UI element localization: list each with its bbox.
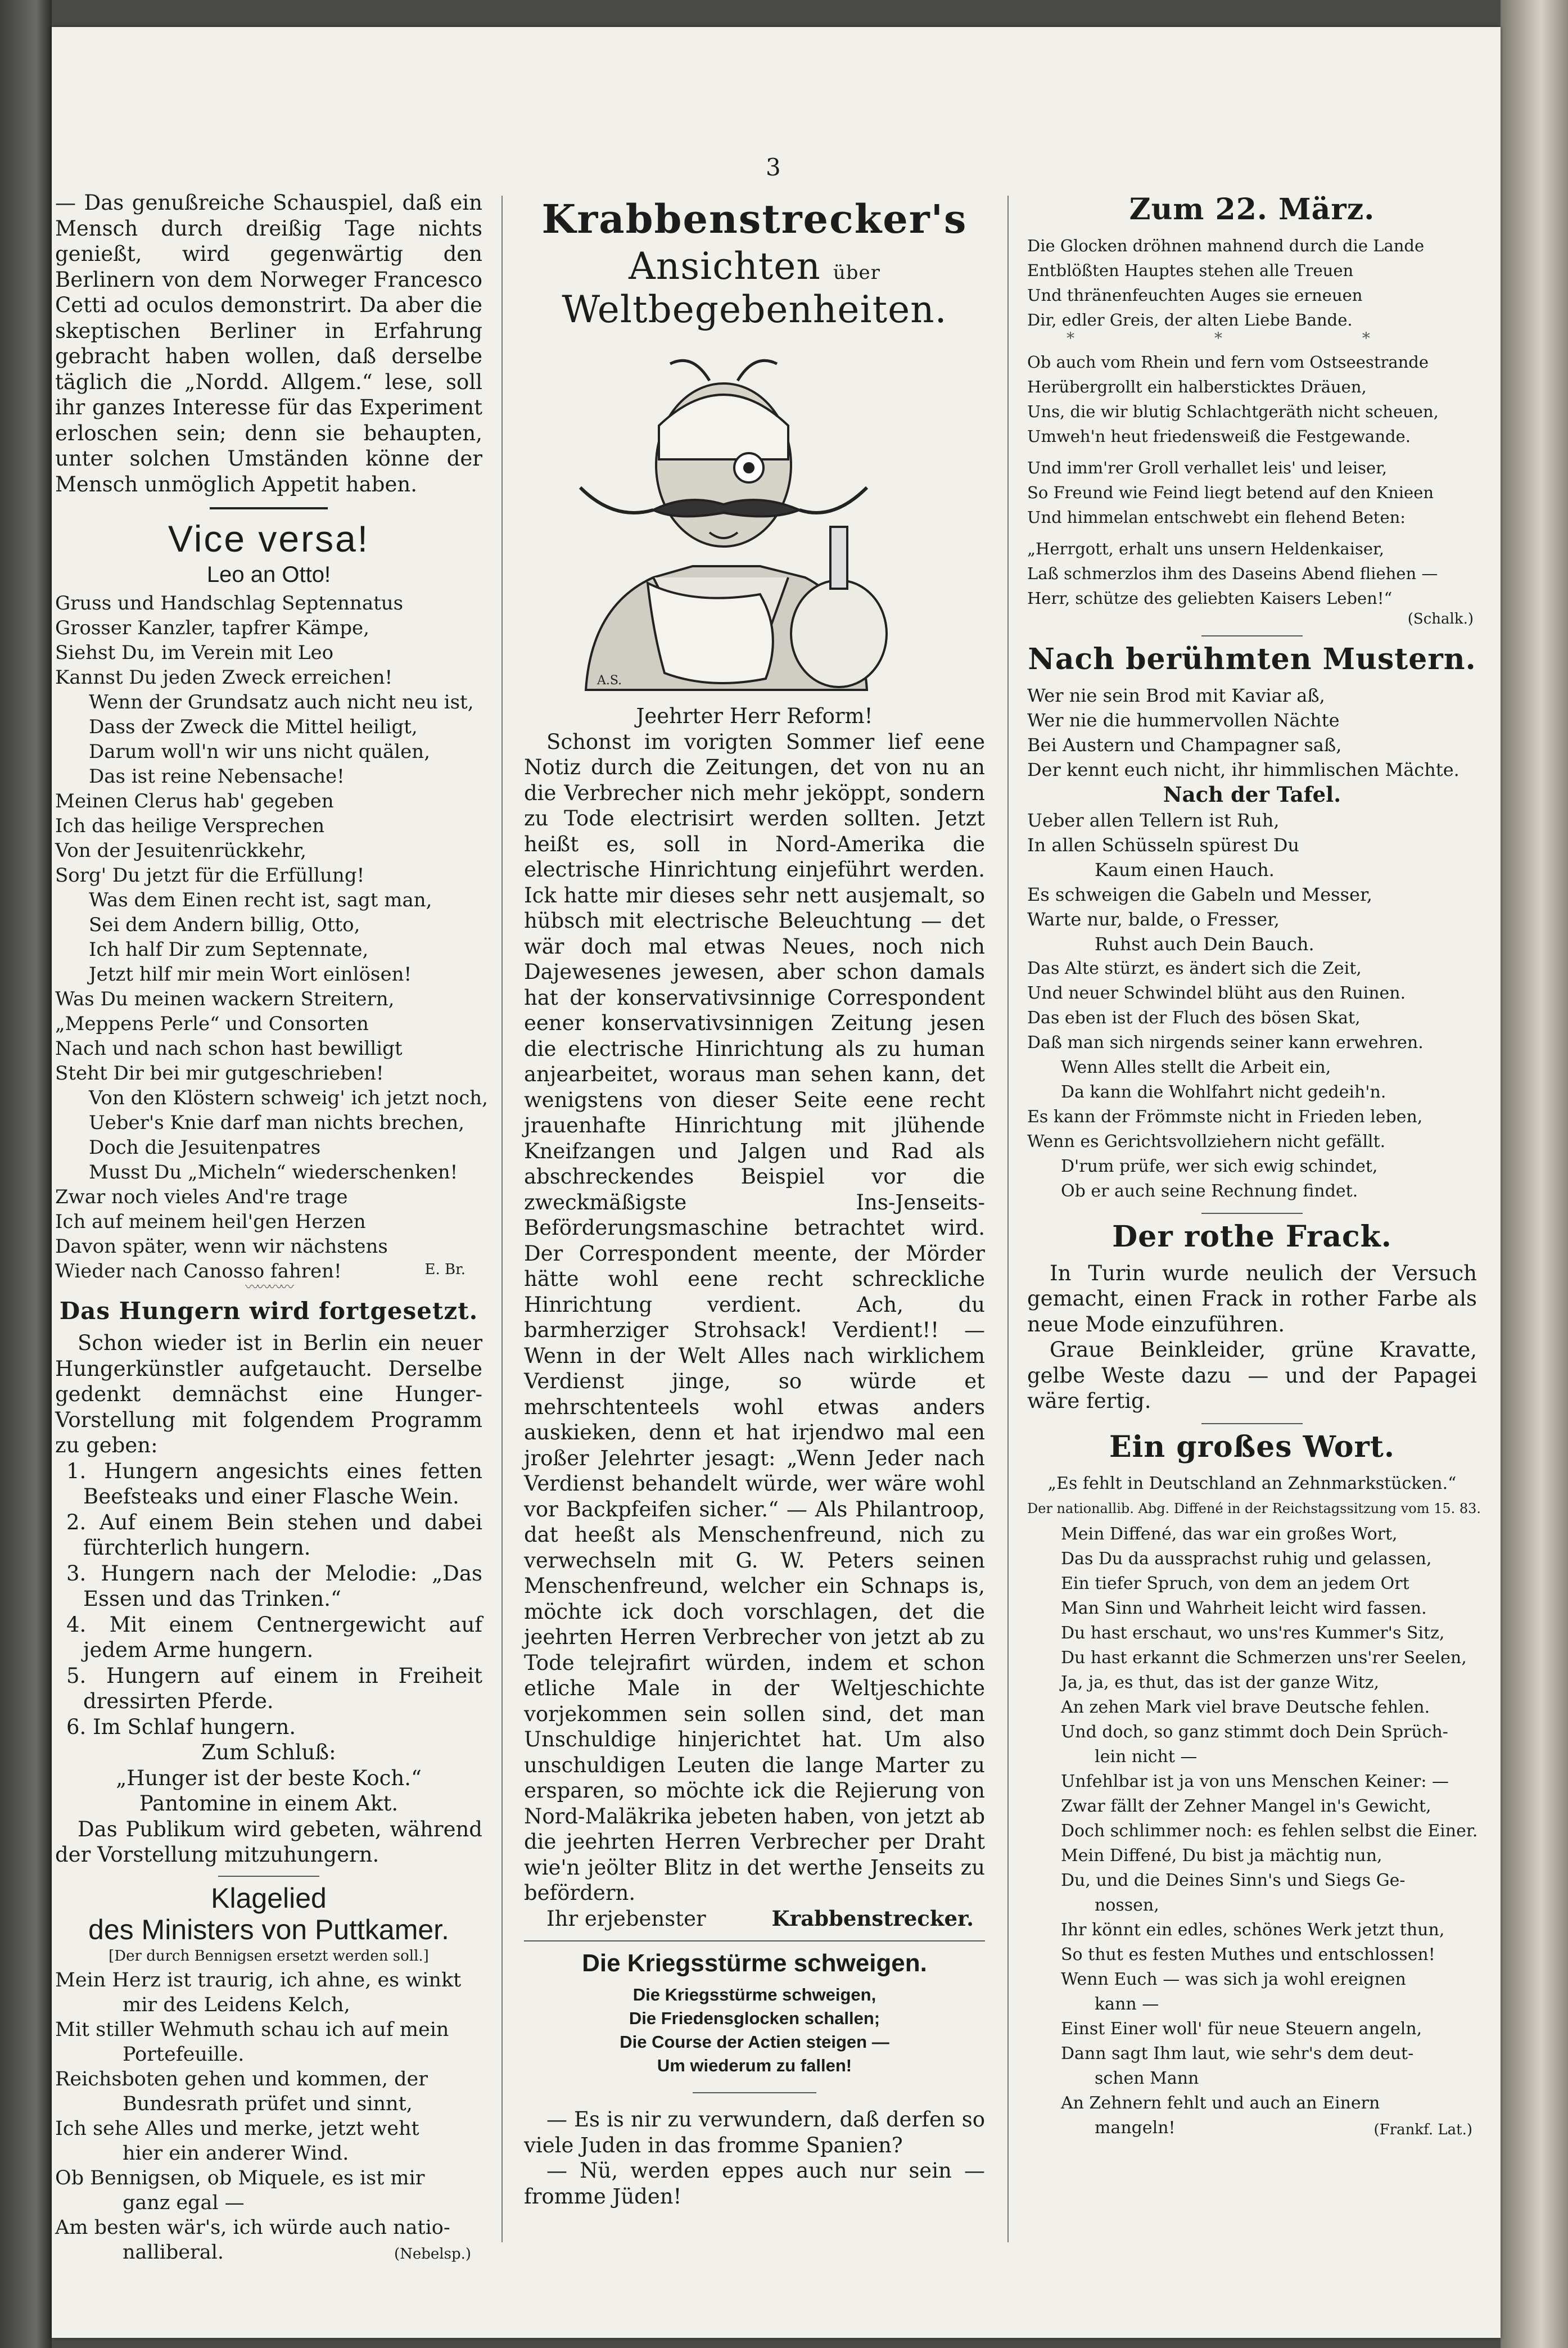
poem-line: Der kennt euch nicht, ihr himmlischen Mächte.	[1027, 759, 1459, 780]
poem-line: Man Sinn und Wahrheit leicht wird fassen.	[1061, 1598, 1427, 1618]
page-number: 3	[766, 153, 781, 181]
subhead-ansichten: Ansichten	[629, 245, 821, 288]
poem-line: Mein Diffené, Du bist ja mächtig nun,	[1061, 1845, 1382, 1866]
poem-line: Du, und die Deines Sinn's und Siegs Ge-	[1061, 1870, 1406, 1890]
subhead-weltbegebenheiten: Weltbegebenheiten.	[562, 288, 947, 331]
joke-line: — Es is nir zu verwundern, daß derfen so viele Juden in das fromme Spanien?	[524, 2107, 985, 2157]
poem-line: Musst Du „Micheln“ wiederschenken!	[89, 1161, 458, 1184]
mustern-title: Nach berühmten Mustern.	[1028, 642, 1476, 676]
section-rule	[218, 1876, 319, 1877]
poem-line: lein nicht —	[1095, 1746, 1198, 1767]
poem-line: Es schweigen die Gabeln und Messer,	[1027, 883, 1372, 905]
wort-title: Ein großes Wort.	[1109, 1429, 1395, 1464]
krabbenstrecker-masthead: Krabbenstrecker's	[541, 196, 968, 242]
section-rule	[524, 1940, 985, 1941]
poem-line: Von der Jesuitenrückkehr,	[55, 839, 306, 862]
poem-line: mir des Leidens Kelch,	[123, 1993, 350, 2016]
poem-line: Und imm'rer Groll verhallet leis' und leiser,	[1027, 458, 1388, 477]
poem-line: Du hast erschaut, wo uns'res Kummer's Sitz,	[1061, 1623, 1445, 1643]
letter-signature: Krabbenstrecker.	[771, 1906, 974, 1931]
poem-line: Die Glocken dröhnen mahnend durch die Lande	[1027, 236, 1425, 255]
poem-line: Was Du meinen wackern Streitern,	[55, 988, 395, 1010]
poem-line: Ruhst auch Dein Bauch.	[1095, 933, 1314, 955]
poem-line: nossen,	[1095, 1895, 1159, 1915]
poem-line: Einst Einer woll' für neue Steuern angeln,	[1061, 2019, 1422, 2039]
wort-quote: „Es fehlt in Deutschland an Zehnmarkstücken.“	[1047, 1473, 1457, 1493]
poem-line: Bundesrath prüfet und sinnt,	[123, 2092, 413, 2115]
frack-title: Der rothe Frack.	[1112, 1219, 1392, 1254]
klagelied-note: [Der durch Bennigsen ersetzt werden soll.]	[109, 1947, 429, 1965]
subhead-ueber: über	[833, 261, 880, 284]
poem-line: Das ist reine Nebensache!	[89, 765, 345, 788]
program-item: 6. Im Schlaf hungern.	[66, 1714, 296, 1739]
hungern-title: Das Hungern wird fortgesetzt.	[59, 1297, 478, 1325]
poem-line: So thut es festen Muthes und entschlossen!	[1061, 1944, 1435, 1965]
poem-line: Das Alte stürzt, es ändert sich die Zeit,	[1027, 958, 1362, 978]
poem-line: mangeln!	[1095, 2117, 1176, 2138]
poem-line: Warte nur, balde, o Fresser,	[1027, 908, 1280, 930]
poem-line: nalliberal.	[123, 2241, 224, 2264]
poem-line: Sei dem Andern billig, Otto,	[89, 914, 360, 936]
section-rule	[693, 2092, 816, 2093]
poem-line: Unfehlbar ist ja von uns Menschen Keiner: —	[1061, 1771, 1449, 1791]
letter-greeting: Jeehrter Herr Reform!	[636, 704, 873, 728]
poem-line: Wenn der Grundsatz auch nicht neu ist,	[89, 691, 474, 714]
poem-line: Ein tiefer Spruch, von dem an jedem Ort	[1061, 1573, 1409, 1593]
letter-signoff	[524, 1906, 985, 1932]
poem-line: Uns, die wir blutig Schlachtgeräth nicht scheuen,	[1027, 402, 1439, 421]
wavy-divider: 〰〰〰〰	[245, 1279, 292, 1295]
poem-line: Von den Klöstern schweig' ich jetzt noch,	[89, 1087, 488, 1109]
poem-line: Bei Austern und Champagner saß,	[1027, 734, 1342, 756]
poem-line: Ich half Dir zum Septennate,	[89, 938, 369, 961]
poem-line: Laß schmerzlos ihm des Daseins Abend fliehen —	[1027, 564, 1438, 583]
poem-line: Herübergrollt ein halbersticktes Dräuen,	[1027, 377, 1367, 396]
poem-line: Doch die Jesuitenpatres	[89, 1136, 321, 1159]
program-item: 4. Mit einem Centnergewicht auf jedem Arme hungern.	[66, 1612, 482, 1662]
program-item: 3. Hungern nach der Melodie: „Das Essen und das Trinken.“	[66, 1561, 482, 1611]
poem-line: Und thränenfeuchten Auges sie erneuen	[1027, 286, 1363, 305]
poem-line: Und himmelan entschwebt ein flehend Beten:	[1027, 508, 1406, 527]
poem-line: ganz egal —	[123, 2191, 245, 2214]
poem-line: Steht Dir bei mir gutgeschrieben!	[55, 1062, 384, 1085]
frack-body: In Turin wurde neulich der Versuch gemacht, einen Frack in rother Farbe als neue Mode einzuführen.	[1027, 1261, 1477, 1336]
section-rule	[1201, 635, 1303, 636]
poem-line: Mit stiller Wehmuth schau ich auf mein	[55, 2018, 449, 2041]
klagelied-title: Klagelied	[211, 1882, 327, 1914]
poem-line: „Herrgott, erhalt uns unsern Heldenkaiser,	[1027, 539, 1384, 558]
kriegsstuerme-title: Die Kriegsstürme schweigen.	[582, 1949, 927, 1977]
caricature-illustration	[524, 341, 929, 696]
maerz-stanza-3	[1027, 455, 1477, 530]
poem-line: Du hast erkannt die Schmerzen uns'rer Seelen,	[1061, 1647, 1467, 1668]
poem-line: Zwar noch vieles And're trage	[55, 1186, 348, 1208]
poem-line: Wenn Alles stellt die Arbeit ein,	[1061, 1057, 1331, 1077]
frack-body-2: Graue Beinkleider, grüne Kravatte, gelbe Weste dazu — und der Papagei wäre fertig.	[1027, 1338, 1477, 1413]
poem-line: Das eben ist der Fluch des bösen Skat,	[1027, 1008, 1361, 1028]
maerz-title: Zum 22. März.	[1129, 192, 1375, 227]
poem-line: Dass der Zweck die Mittel heiligt,	[89, 716, 418, 738]
poem-line: In allen Schüsseln spürest Du	[1027, 834, 1300, 856]
maerz-signature: (Schalk.)	[1407, 611, 1474, 627]
poem-line: Zwar fällt der Zehner Mangel in's Gewicht,	[1061, 1796, 1431, 1816]
poem-line: Was dem Einen recht ist, sagt man,	[89, 889, 432, 911]
klagelied-subtitle: des Ministers von Puttkamer.	[88, 1913, 449, 1945]
poem-line: Dann sagt Ihm laut, wie sehr's dem deut-	[1061, 2043, 1414, 2063]
tafel-poem	[1027, 808, 1477, 956]
tafel-title: Nach der Tafel.	[1163, 782, 1341, 807]
wort-note: Der nationallib. Abg. Diffené in der Reichstagssitzung vom 15. 83.	[1027, 1501, 1481, 1516]
book-spine	[0, 0, 52, 2348]
poem-line: kann —	[1095, 1994, 1159, 2014]
poem-line: Wenn Euch — was sich ja wohl ereignen	[1061, 1969, 1406, 1989]
poem-line: Und neuer Schwindel blüht aus den Ruinen.	[1027, 983, 1406, 1003]
column-rule	[1007, 196, 1009, 2242]
poem-line: Nach und nach schon hast bewilligt	[55, 1037, 403, 1060]
poem-line: An Zehnern fehlt und auch an Einern	[1061, 2093, 1380, 2113]
poem-line: Wer nie sein Brod mit Kaviar aß,	[1027, 685, 1325, 706]
poem-line: Darum woll'n wir uns nicht quälen,	[89, 740, 431, 763]
poem-line: Entblößten Hauptes stehen alle Treuen	[1027, 261, 1354, 280]
poem-line: So Freund wie Feind liegt betend auf den Knieen	[1027, 483, 1434, 502]
schauspiel-paragraph: — Das genußreiche Schauspiel, daß ein Mensch durch dreißig Tage nichts genießt, wird gegenwärtig den Berlinern von dem Norweger Francesco Cetti ad oculos demonstrirt. Da aber die skeptischen Berliner in Erfahrung gebracht haben wollen, daß derselbe täglich die „Nordd. Allgem.“ lese, soll ihr ganzes Interesse für das Experiment erloschen sein; denn sie behaupten, unter solchen Umständen könne der Mensch unmöglich Appetit haben.	[55, 191, 482, 496]
program-item: 5. Hungern auf einem in Freiheit dressirten Pferde.	[66, 1663, 482, 1713]
poem-line: Reichsboten gehen und kommen, der	[55, 2067, 428, 2090]
column-rule	[501, 196, 503, 2242]
poem-line: Siehst Du, im Verein mit Leo	[55, 642, 334, 664]
section-rule	[1201, 1423, 1303, 1424]
program-item: 1. Hungern angesichts eines fetten Beefsteaks und einer Flasche Wein.	[66, 1459, 482, 1509]
letter-body: Schonst im vorigten Sommer lief eene Notiz durch die Zeitungen, det von nu an die Verbrecher nich mehr jeköppt, sondern zu Tode electrisirt werden sollten. Jetzt heißt es, soll in Nord-Amerika die electrische Hinrichtung einjeführt werden. Ick hatte mir dieses sehr nett ausjemalt, so hübsch mit electrische Beleuchtung — det wär doch mal etwas Neues, noch nich Dajewesenes jewesen, aber schon damals hat der konservativsinnige Correspondent eener konservativsinnigen Zeitung jesen die electrische Hinrichtung als zu human anjearbeitet, woraus man sehen kann, det wenigstens von dieser Seite eene recht jrauenhafte Hinrichtung mit jlühende Kneifzangen und Jalgen und Rad als abschreckendes Beispiel vor die zweckmäßigste Ins-Jenseits-Beförderungsmaschine betrachtet wird. Der Correspondent meente, der Mörder hätte wohl eene recht schreckliche Hinrichtung verdient. Ach, du barmherziger Strohsack! Verdient!! — Wenn in der Welt Alles nach wirklichem Verdienst jinge, so würde et mehrschtenteels wohl etwas anders auskieken, denn et hat irjendwo mal een jroßer Jelehrter jesagt: „Wenn Jeder nach Verdienst behandelt würde, wer wäre wohl vor Backpfeifen sicher.“ — Als Philantroop, dat heeßt als Menschenfreund, nich zu verwechseln mit G. W. Peters seinen Menschenfreund, welcher ein Schnaps is, möchte ick doch vorschlagen, det die jeehrten Herren Verbrecher von jetzt ab zu Tode telejrafirt würden, indem et schon etliche Male in der Weltjeschichte vorjekommen sein sollen sind, det man Unschuldige hinjerichtet hat. Um also unschuldigen Leuten die lange Marter zu ersparen, so möchte ick die Rejierung von Nord-Maläkrika jebeten haben, von jetzt ab die jeehrten Herren Verbrecher per Draht wie'n jeölter Blitz in det werthe Jenseits zu befördern.	[524, 729, 985, 1905]
poem-line: Ich auf meinem heil'gen Herzen	[55, 1211, 366, 1233]
poem-line: Portefeuille.	[123, 2043, 245, 2066]
program-item: 2. Auf einem Bein stehen und dabei fürchterlich hungern.	[66, 1510, 482, 1560]
joke-line: — Nü, werden eppes auch nur sein — fromme Jüden!	[524, 2159, 985, 2209]
poem-line: An zehen Mark viel brave Deutsche fehlen.	[1061, 1697, 1430, 1717]
vice-versa-signature: E. Br.	[424, 1261, 466, 1278]
spanien-joke	[524, 2107, 985, 2209]
letter-closing: Ihr erjebenster	[546, 1906, 706, 1931]
maerz-stanza-1	[1027, 233, 1477, 332]
maerz-stanza-2	[1027, 350, 1477, 449]
hungern-end: Das Publikum wird gebeten, während der Vorstellung mitzuhungern.	[55, 1817, 482, 1867]
wort-signature: (Frankf. Lat.)	[1373, 2121, 1472, 2138]
poem-line: Da kann die Wohlfahrt nicht gedeih'n.	[1061, 1082, 1386, 1102]
poem-line: Davon später, wenn wir nächstens	[55, 1235, 388, 1258]
poem-line: Ueber allen Tellern ist Ruh,	[1027, 809, 1280, 831]
page-edge	[1501, 0, 1568, 2348]
poem-line: Sorg' Du jetzt für die Erfüllung!	[55, 864, 365, 887]
newspaper-page	[52, 27, 1501, 2338]
poem-line: Ich das heilige Versprechen	[55, 815, 325, 837]
alte-poem	[1027, 956, 1477, 1204]
poem-line: Ueber's Knie darf man nichts brechen,	[89, 1112, 465, 1134]
kriegsstuerme-poem	[524, 1983, 985, 2078]
poem-line: Ob Bennigsen, ob Miquele, es ist mir	[55, 2166, 425, 2189]
hungern-quote: „Hunger ist der beste Koch.“	[116, 1765, 422, 1790]
poem-line: Ich sehe Alles und merke, jetzt weht	[55, 2117, 419, 2140]
poem-line: Herr, schütze des geliebten Kaisers Leben!“	[1027, 589, 1393, 608]
section-rule	[1201, 1213, 1303, 1214]
poem-line: Umweh'n heut friedensweiß die Festgewande.	[1027, 427, 1411, 446]
poem-line: Jetzt hilf mir mein Wort einlösen!	[89, 963, 412, 986]
section-rule	[210, 507, 328, 509]
poem-line: schen Mann	[1095, 2068, 1199, 2088]
poem-line: Mein Herz ist traurig, ich ahne, es winkt	[55, 1968, 462, 1992]
poem-line: Kaum einen Hauch.	[1095, 859, 1275, 880]
poem-line: Und doch, so ganz stimmt doch Dein Sprüch-	[1061, 1722, 1448, 1742]
vice-versa-subtitle: Leo an Otto!	[206, 562, 331, 587]
poem-line: „Meppens Perle“ und Consorten	[55, 1013, 369, 1035]
vice-versa-poem	[55, 591, 488, 1284]
poem-line: Es kann der Frömmste nicht in Frieden leben,	[1027, 1107, 1423, 1127]
maerz-stanza-4	[1027, 536, 1477, 611]
illustration-signature: A.S.	[597, 674, 622, 688]
poem-line: hier ein anderer Wind.	[123, 2142, 349, 2165]
poem-line: Grosser Kanzler, tapfrer Kämpe,	[55, 617, 369, 639]
poem-line: Ihr könnt ein edles, schönes Werk jetzt thun,	[1061, 1920, 1445, 1940]
poem-line: D'rum prüfe, wer sich ewig schindet,	[1061, 1156, 1378, 1176]
stars-divider: * * *	[1067, 329, 1438, 347]
hungern-program-list	[55, 1459, 482, 1740]
klagelied-signature: (Nebelsp.)	[394, 2245, 471, 2263]
poem-line: Wer nie die hummervollen Nächte	[1027, 710, 1340, 731]
poem-line: Das Du da aussprachst ruhig und gelassen,	[1061, 1548, 1432, 1569]
poem-line: Die Course der Actien steigen —	[620, 2032, 889, 2052]
hungern-pantomime: Pantomine in einem Akt.	[139, 1791, 399, 1816]
poem-line: Dir, edler Greis, der alten Liebe Bande.	[1027, 310, 1353, 329]
mustern-poem	[1027, 683, 1477, 782]
poem-line: Um wiederum zu fallen!	[657, 2056, 852, 2075]
poem-line: Mein Diffené, das war ein großes Wort,	[1061, 1524, 1398, 1544]
poem-line: Kannst Du jeden Zweck erreichen!	[55, 666, 393, 689]
krabbenstrecker-subhead	[524, 245, 985, 331]
poem-line: Daß man sich nirgends seiner kann erwehren.	[1027, 1032, 1424, 1053]
poem-line: Am besten wär's, ich würde auch natio-	[55, 2216, 450, 2239]
poem-line: Ob auch vom Rhein und fern vom Ostseestrande	[1027, 353, 1429, 372]
poem-line: Wieder nach Canosso fahren!	[55, 1260, 342, 1283]
poem-line: Die Kriegsstürme schweigen,	[632, 1985, 876, 2004]
poem-line: Ob er auch seine Rechnung findet.	[1061, 1181, 1358, 1201]
vice-versa-title: Vice versa!	[168, 518, 370, 559]
column-right	[1027, 190, 1481, 2138]
poem-line: Wenn es Gerichtsvollziehern nicht gefällt.	[1027, 1131, 1386, 1152]
poem-line: Ja, ja, es thut, das ist der ganze Witz,	[1061, 1672, 1380, 1692]
poem-line: Die Friedensglocken schallen;	[629, 2008, 880, 2028]
poem-line: Gruss und Handschlag Septennatus	[55, 592, 404, 615]
hungern-schluss: Zum Schluß:	[201, 1740, 336, 1764]
hungern-intro: Schon wieder ist in Berlin ein neuer Hungerkünstler aufgetaucht. Derselbe gedenkt demnächst eine Hunger-Vorstellung mit folgendem Programm zu geben:	[55, 1331, 482, 1457]
poem-line: Meinen Clerus hab' gegeben	[55, 790, 334, 812]
column-left	[52, 190, 488, 2264]
wort-poem	[1027, 1522, 1477, 2141]
poem-line: Doch schlimmer noch: es fehlen selbst die Einer.	[1061, 1821, 1478, 1841]
column-center	[524, 190, 985, 2209]
klagelied-poem	[55, 1968, 482, 2265]
